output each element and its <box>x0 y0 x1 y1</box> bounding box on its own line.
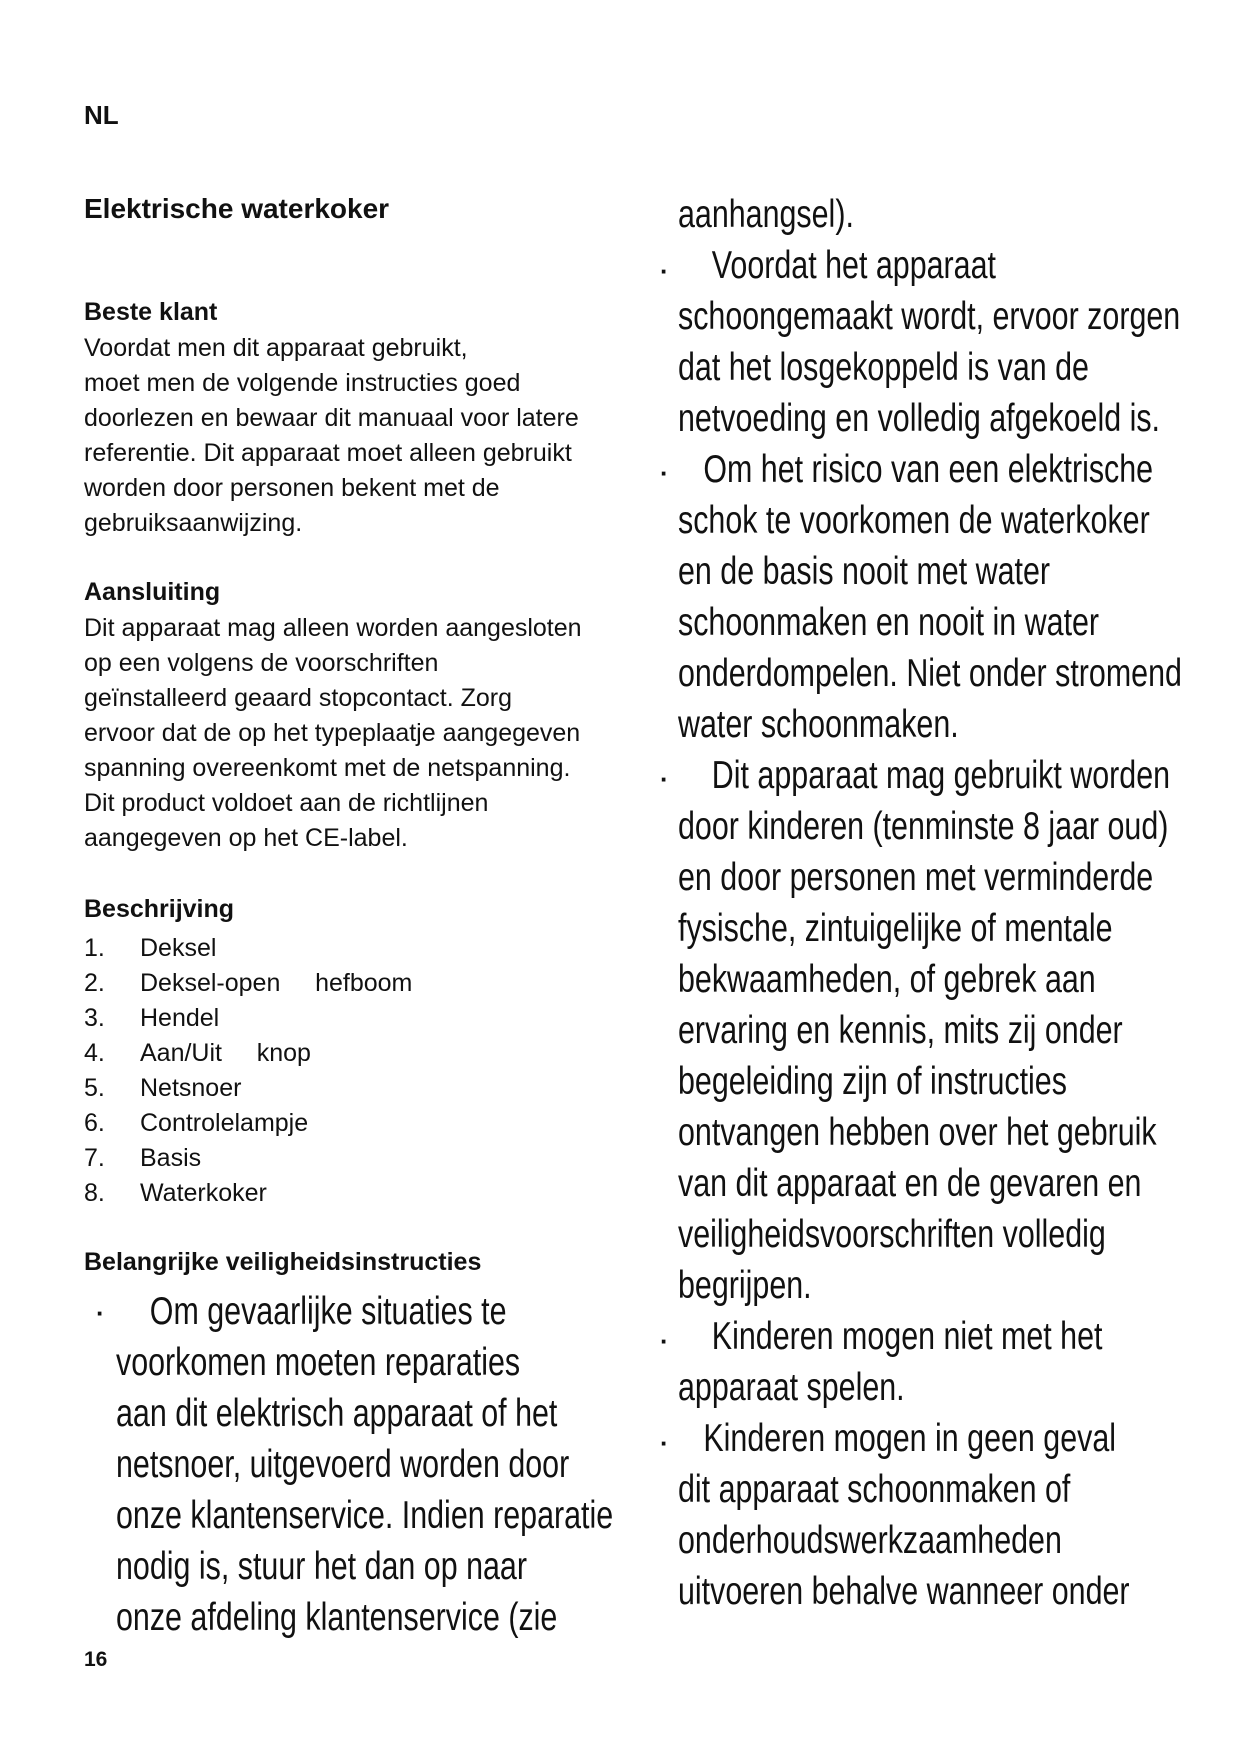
connection-line: geïnstalleerd geaard stopcontact. Zorg <box>84 684 513 712</box>
safety-line: veiligheidsvoorschriften volledig <box>678 1213 1106 1256</box>
intro-line: worden door personen bekent met de <box>84 474 500 502</box>
bullet-mark: · <box>660 1326 669 1356</box>
safety-line: Om het risico van een elektrische <box>678 448 1154 491</box>
safety-line: aanhangsel). <box>678 193 854 236</box>
safety-line: apparaat spelen. <box>678 1366 905 1409</box>
safety-line: voorkomen moeten reparaties <box>116 1341 521 1384</box>
page-number: 16 <box>84 1648 108 1671</box>
safety-line: schok te voorkomen de waterkoker <box>678 499 1150 542</box>
safety-line: nodig is, stuur het dan op naar <box>116 1545 527 1588</box>
safety-line: dat het losgekoppeld is van de <box>678 346 1089 389</box>
list-item-label: Waterkoker <box>140 1179 267 1207</box>
description-heading: Beschrijving <box>84 895 235 923</box>
safety-line: aan dit elektrisch apparaat of het <box>116 1392 558 1435</box>
list-item <box>84 1141 412 1176</box>
intro-paragraph <box>84 331 579 541</box>
list-item-label: Hendel <box>140 1004 220 1032</box>
list-item-number: 7. <box>84 1144 105 1172</box>
safety-line: ontvangen hebben over het gebruik <box>678 1111 1157 1154</box>
bullet-mark: · <box>96 1298 105 1328</box>
connection-line: ervoor dat de op het typeplaatje aangegeven <box>84 719 581 747</box>
list-item <box>84 931 412 966</box>
connection-line: aangegeven op het CE-label. <box>84 824 408 852</box>
connection-line: Dit apparaat mag alleen worden aangesloten <box>84 614 582 642</box>
safety-line: water schoonmaken. <box>678 703 959 746</box>
safety-line: netsnoer, uitgevoerd worden door <box>116 1443 570 1486</box>
connection-line: spanning overeenkomt met de netspanning. <box>84 754 571 782</box>
safety-line: en de basis nooit met water <box>678 550 1051 593</box>
bullet-mark: · <box>660 256 669 286</box>
connection-line: op een volgens de voorschriften <box>84 649 439 677</box>
list-item-number: 8. <box>84 1179 105 1207</box>
list-item-number: 2. <box>84 969 105 997</box>
bullet-mark: · <box>660 458 669 488</box>
safety-line: bekwaamheden, of gebrek aan <box>678 958 1096 1001</box>
list-item-number: 4. <box>84 1039 105 1067</box>
safety-line: uitvoeren behalve wanneer onder <box>678 1570 1130 1613</box>
list-item-number: 5. <box>84 1074 105 1102</box>
safety-heading: Belangrijke veiligheidsinstructies <box>84 1248 482 1276</box>
connection-paragraph <box>84 611 582 856</box>
list-item-label: Deksel-open hefboom <box>140 969 413 997</box>
list-item <box>84 1036 412 1071</box>
safety-line: fysische, zintuigelijke of mentale <box>678 907 1113 950</box>
safety-line: Dit apparaat mag gebruikt worden <box>678 754 1171 797</box>
list-item-label: Netsnoer <box>140 1074 242 1102</box>
list-item-number: 6. <box>84 1109 105 1137</box>
safety-line: onderdompelen. Niet onder stromend <box>678 652 1182 695</box>
safety-line: door kinderen (tenminste 8 jaar oud) <box>678 805 1169 848</box>
parts-list <box>84 931 412 1211</box>
safety-text-left <box>116 1286 613 1643</box>
list-item-label: Aan/Uit knop <box>140 1039 311 1067</box>
list-item <box>84 1071 412 1106</box>
safety-line: Om gevaarlijke situaties te <box>116 1290 507 1333</box>
safety-line: begrijpen. <box>678 1264 812 1307</box>
intro-line: gebruiksaanwijzing. <box>84 509 303 537</box>
safety-line: dit apparaat schoonmaken of <box>678 1468 1071 1511</box>
list-item-label: Deksel <box>140 934 217 962</box>
bullet-mark: · <box>660 1428 669 1458</box>
document-title: Elektrische waterkoker <box>84 193 390 224</box>
safety-line: Voordat het apparaat <box>678 244 996 287</box>
safety-line: onze afdeling klantenservice (zie <box>116 1596 558 1639</box>
list-item <box>84 1001 412 1036</box>
safety-line: schoongemaakt wordt, ervoor zorgen <box>678 295 1181 338</box>
language-code: NL <box>84 100 119 130</box>
safety-line: netvoeding en volledig afgekoeld is. <box>678 397 1161 440</box>
intro-line: doorlezen en bewaar dit manuaal voor latere <box>84 404 579 432</box>
intro-line: moet men de volgende instructies goed <box>84 369 521 397</box>
connection-heading: Aansluiting <box>84 578 221 606</box>
safety-line: schoonmaken en nooit in water <box>678 601 1100 644</box>
list-item <box>84 1176 412 1211</box>
list-item <box>84 1106 412 1141</box>
safety-line: ervaring en kennis, mits zij onder <box>678 1009 1123 1052</box>
bullet-mark: · <box>660 764 669 794</box>
safety-line: onze klantenservice. Indien reparatie <box>116 1494 614 1537</box>
safety-line: Kinderen mogen in geen geval <box>678 1417 1117 1460</box>
intro-line: Voordat men dit apparaat gebruikt, <box>84 334 468 362</box>
intro-heading: Beste klant <box>84 298 218 326</box>
safety-line: onderhoudswerkzaamheden <box>678 1519 1062 1562</box>
list-item-label: Basis <box>140 1144 202 1172</box>
list-item <box>84 966 412 1001</box>
list-item-number: 3. <box>84 1004 105 1032</box>
safety-line: begeleiding zijn of instructies <box>678 1060 1067 1103</box>
safety-line: en door personen met verminderde <box>678 856 1154 899</box>
intro-line: referentie. Dit apparaat moet alleen gebruikt <box>84 439 572 467</box>
safety-text-right <box>678 189 1182 1617</box>
list-item-label: Controlelampje <box>140 1109 309 1137</box>
safety-line: Kinderen mogen niet met het <box>678 1315 1103 1358</box>
list-item-number: 1. <box>84 934 105 962</box>
connection-line: Dit product voldoet aan de richtlijnen <box>84 789 489 817</box>
safety-line: van dit apparaat en de gevaren en <box>678 1162 1142 1205</box>
